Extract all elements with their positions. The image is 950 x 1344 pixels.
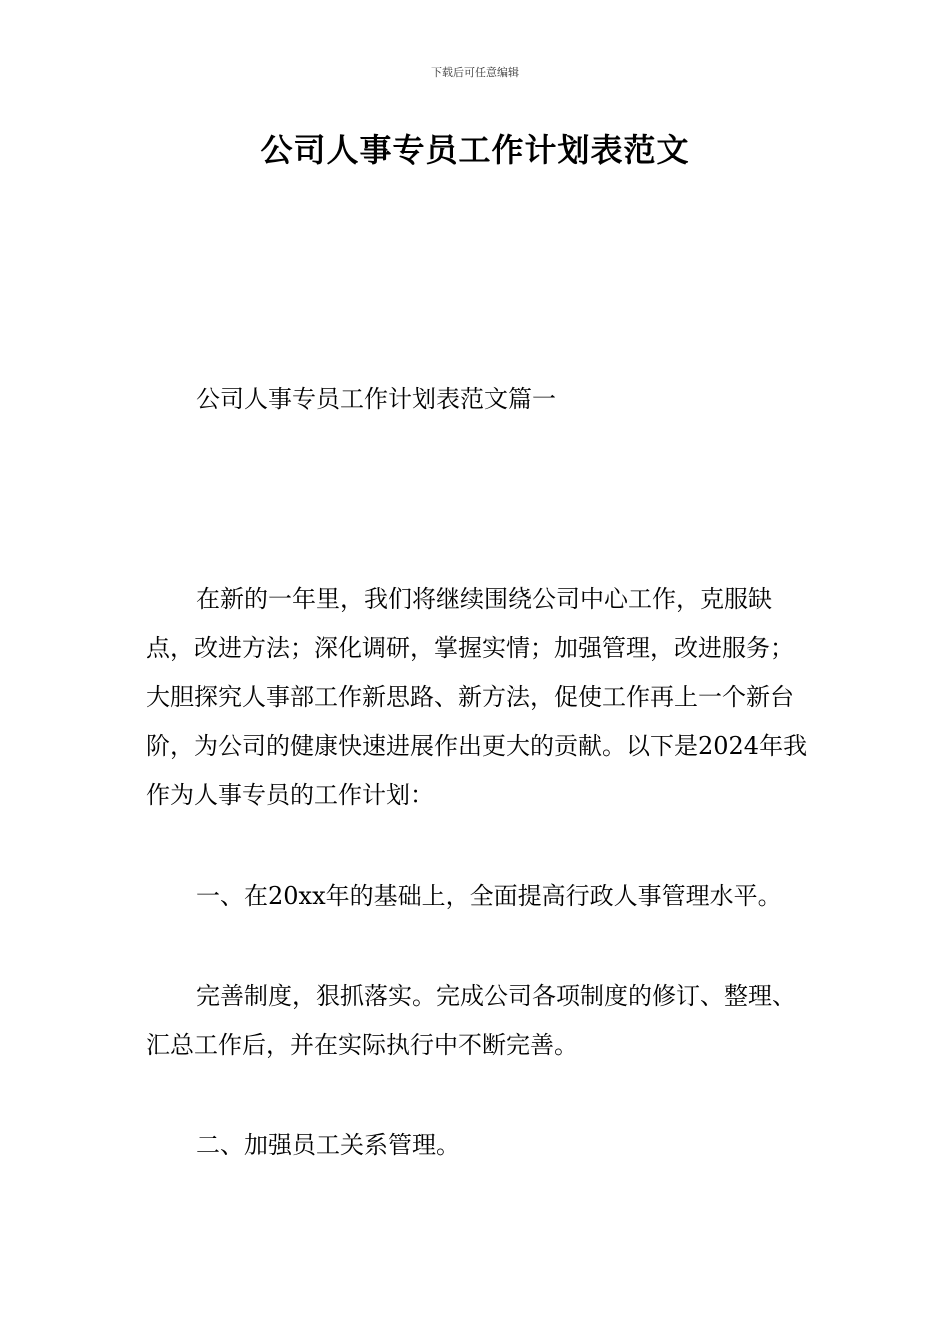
plan-item-two: 二、加强员工关系管理。	[196, 1131, 460, 1159]
paragraph-system-improvement: 完善制度，狠抓落实。完成公司各项制度的修订、整理、汇总工作后，并在实际执行中不断完善。	[146, 982, 796, 1059]
plan-item-one: 一、在20xx年的基础上，全面提高行政人事管理水平。	[196, 882, 782, 910]
header-note: 下载后可任意编辑	[431, 66, 519, 79]
document-title: 公司人事专员工作计划表范文	[260, 131, 690, 169]
section-heading: 公司人事专员工作计划表范文篇一	[196, 385, 556, 413]
paragraph-intro: 在新的一年里，我们将继续围绕公司中心工作，克服缺点，改进方法；深化调研，掌握实情；加强管理，改进服务；大胆探究人事部工作新思路、新方法，促使工作再上一个新台阶，为公司的健康快速进展作出更大的贡献。以下是2024年我作为人事专员的工作计划：	[146, 585, 808, 809]
